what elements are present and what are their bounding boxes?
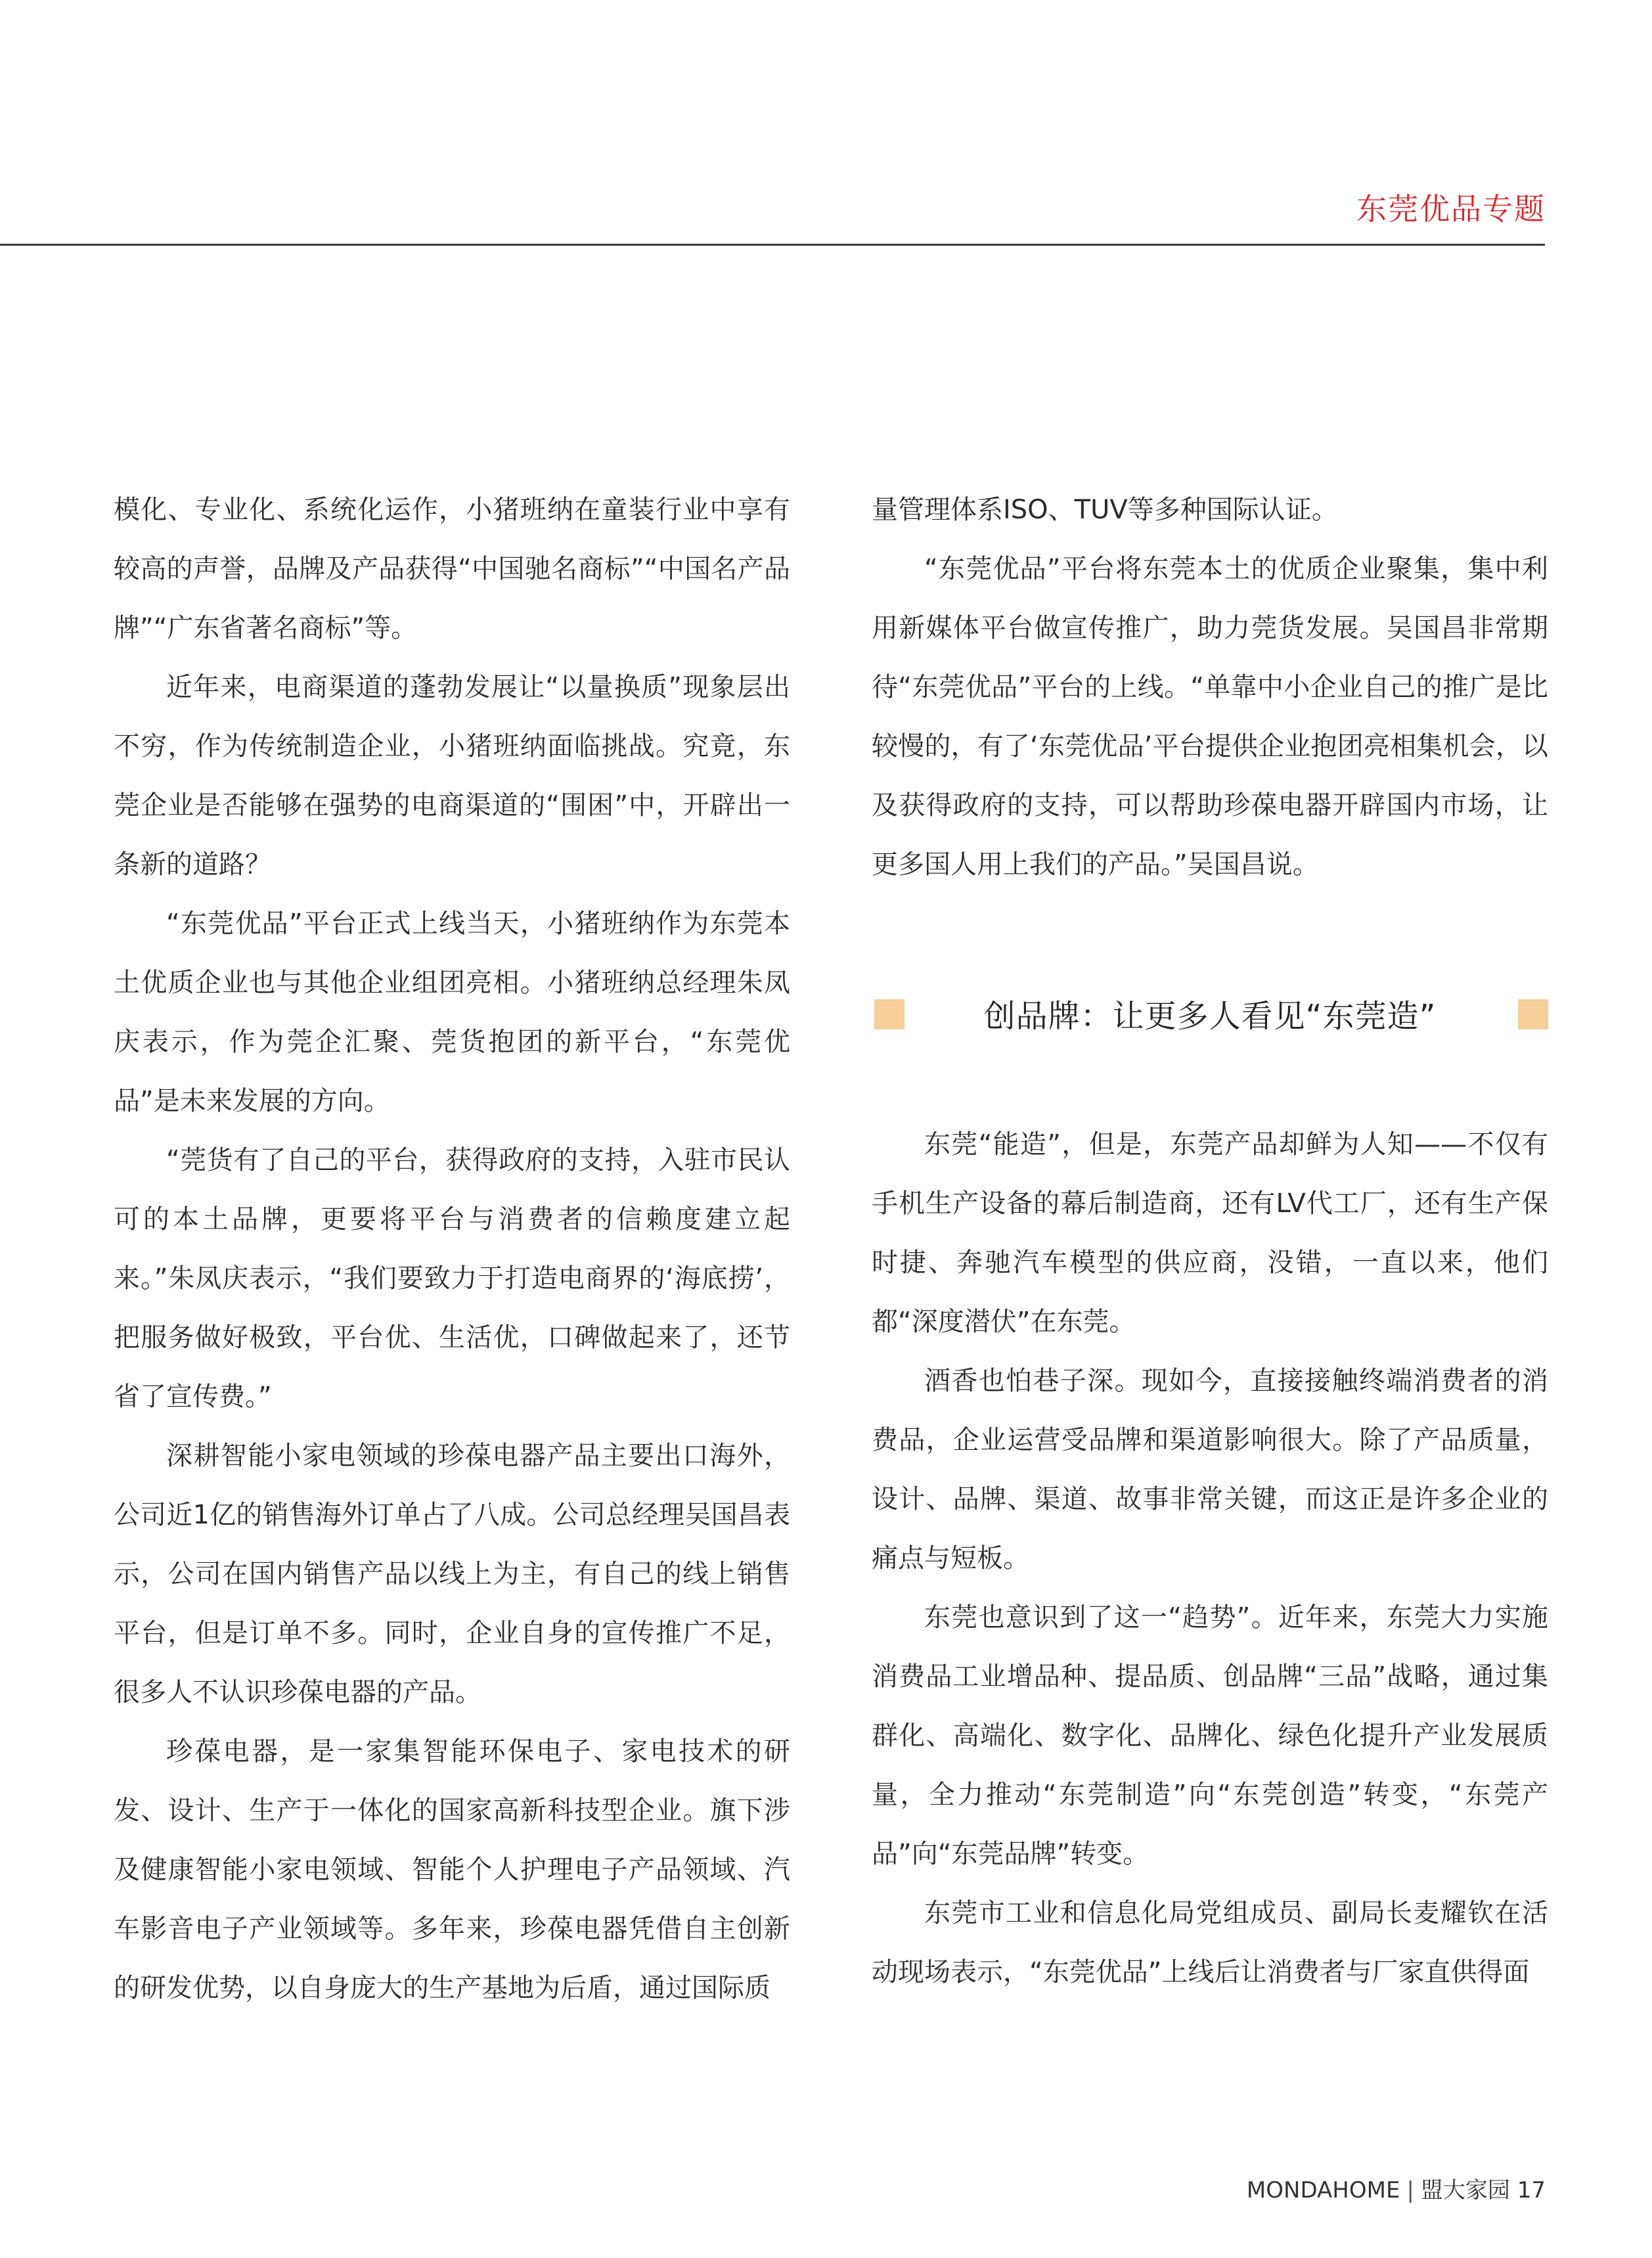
- paragraph: “东莞优品”平台将东莞本土的优质企业聚集，集中利用新媒体平台做宣传推广，助力莞货发展。吴国昌非常期待“东莞优品”平台的上线。“单靠中小企业自己的推广是比较慢的，有了‘东莞优品’平台提供企业抱团亮相集机会，以及获得政府的支持，可以帮助珍葆电器开辟国内市场，让更多国人用上我们的产品。”吴国昌说。: [872, 554, 1548, 880]
- page-footer: [1247, 2172, 1546, 2204]
- section-title: 东莞优品专题: [1356, 191, 1546, 227]
- section-marker-left: [874, 999, 904, 1029]
- section-heading-text: 创品牌：让更多人看见“东莞造”: [983, 997, 1437, 1035]
- section-marker-right: [1518, 999, 1548, 1029]
- right-column: [872, 480, 1548, 2002]
- paragraph: “莞货有了自己的平台，获得政府的支持，入驻市民认可的本土品牌，更要将平台与消费者的信赖度建立起来。”朱凤庆表示，“我们要致力于打造电商界的‘海底捞’，把服务做好极致，平台优、生活优，口碑做起来了，还节省了宣传费。”: [114, 1145, 790, 1412]
- paragraph: “东莞优品”平台正式上线当天，小猪班纳作为东莞本土优质企业也与其他企业组团亮相。小猪班纳总经理朱凤庆表示，作为莞企汇聚、莞货抱团的新平台，“东莞优品”是未来发展的方向。: [114, 909, 790, 1116]
- paragraph: 深耕智能小家电领域的珍葆电器产品主要出口海外，公司近1亿的销售海外订单占了八成。公司总经理吴国昌表示，公司在国内销售产品以线上为主，有自己的线上销售平台，但是订单不多。同时，企业自身的宣传推广不足，很多人不认识珍葆电器的产品。: [114, 1441, 790, 1707]
- left-column: [114, 480, 790, 2018]
- section-heading: [872, 970, 1548, 1056]
- paragraph: 近年来，电商渠道的蓬勃发展让“以量换质”现象层出不穷，作为传统制造企业，小猪班纳面临挑战。究竟，东莞企业是否能够在强势的电商渠道的“围困”中，开辟出一条新的道路？: [114, 672, 790, 880]
- paragraph: 东莞也意识到了这一“趋势”。近年来，东莞大力实施消费品工业增品种、提品质、创品牌“三品”战略，通过集群化、高端化、数字化、品牌化、绿色化提升产业发展质量，全力推动“东莞制造”向“东莞创造”转变，“东莞产品”向“东莞品牌”转变。: [872, 1602, 1548, 1869]
- paragraph: 东莞“能造”，但是，东莞产品却鲜为人知——不仅有手机生产设备的幕后制造商，还有LV代工厂，还有生产保时捷、奔驰汽车模型的供应商，没错，一直以来，他们都“深度潜伏”在东莞。: [872, 1129, 1548, 1337]
- paragraph: 量管理体系ISO、TUV等多种国际认证。: [872, 495, 1338, 525]
- footer-brand: MONDAHOME: [1246, 2177, 1400, 2203]
- footer-separator: |: [1406, 2177, 1414, 2203]
- footer-magazine-name: 盟大家园: [1420, 2177, 1510, 2203]
- paragraph: 珍葆电器，是一家集智能环保电子、家电技术的研发、设计、生产于一体化的国家高新科技型企业。旗下涉及健康智能小家电领域、智能个人护理电子产品领域、汽车影音电子产业领域等。多年来，珍葆电器凭借自主创新的研发优势，以自身庞大的生产基地为后盾，通过国际质: [114, 1736, 790, 2003]
- paragraph: 酒香也怕巷子深。现如今，直接接触终端消费者的消费品，企业运营受品牌和渠道影响很大。除了产品质量，设计、品牌、渠道、故事非常关键，而这正是许多企业的痛点与短板。: [872, 1366, 1548, 1573]
- paragraph: 模化、专业化、系统化运作，小猪班纳在童装行业中享有较高的声誉，品牌及产品获得“中国驰名商标”“中国名产品牌”“广东省著名商标”等。: [114, 495, 790, 643]
- page-number: 17: [1517, 2177, 1546, 2203]
- header-divider: [0, 244, 1545, 246]
- paragraph: 东莞市工业和信息化局党组成员、副局长麦耀钦在活动现场表示，“东莞优品”上线后让消费者与厂家直供得面: [872, 1898, 1548, 1987]
